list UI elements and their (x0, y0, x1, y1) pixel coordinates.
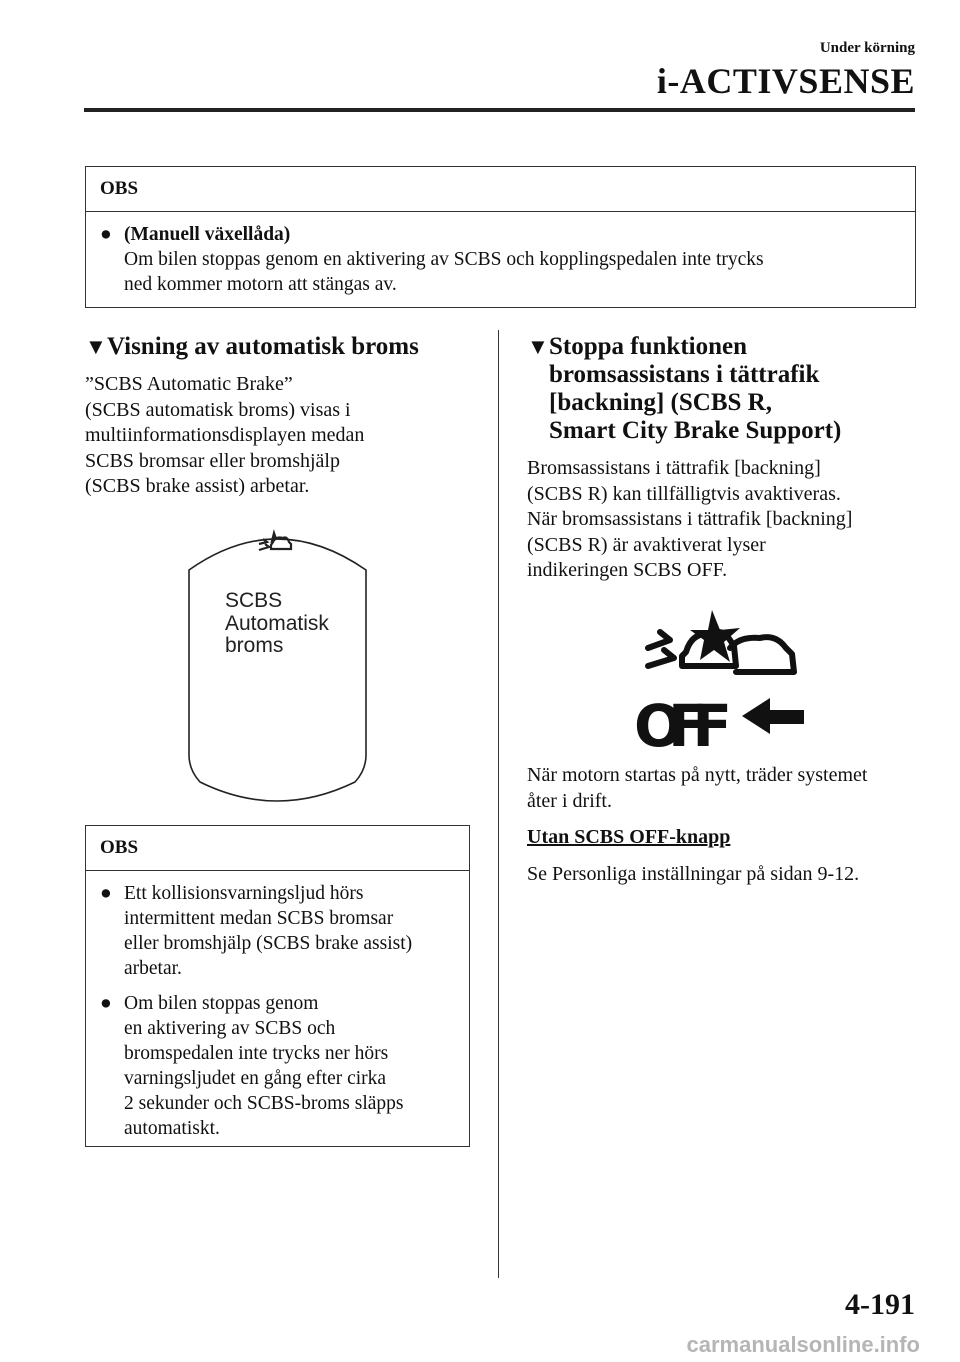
bullet-icon: ● (100, 993, 112, 1014)
text-line: automatiskt. (124, 1118, 220, 1139)
note-item (100, 991, 455, 1141)
text-line: eller bromshjälp (SCBS brake assist) (124, 933, 413, 954)
note-title: OBS (86, 167, 915, 212)
text-line: 2 sekunder och SCBS-broms släpps (124, 1093, 404, 1114)
heading-line: Stoppa funktionen (549, 333, 747, 360)
left-heading-text: Visning av automatisk broms (107, 333, 419, 360)
text-line: arbetar. (124, 958, 182, 979)
text-line: När bromsassistans i tättrafik [backning] (527, 508, 853, 530)
heading-line: [backning] (SCBS R, (549, 389, 772, 416)
text-line: multiinformationsdisplayen medan (85, 424, 365, 446)
text-line: en aktivering av SCBS och (124, 1018, 336, 1039)
scbs-off-indicator-icon (630, 608, 810, 750)
left-heading (85, 333, 485, 361)
column-divider (498, 330, 499, 1278)
note-item (100, 881, 455, 981)
text-line: Ett kollisionsvarningsljud hörs (124, 883, 364, 904)
note-item-title: (Manuell växellåda) (124, 224, 291, 245)
display-line-3: broms (225, 634, 284, 657)
left-paragraph (85, 372, 485, 500)
bullet-icon: ● (100, 224, 112, 245)
off-text: OFF (634, 692, 732, 750)
heading-line: Smart City Brake Support) (549, 417, 842, 444)
right-paragraph-2 (527, 763, 922, 814)
header-rule (84, 108, 915, 112)
text-line: SCBS bromsar eller bromshjälp (85, 449, 340, 472)
text-line: Om bilen stoppas genom (124, 993, 319, 1014)
note-body (86, 212, 915, 309)
text-line: Bromsassistans i tättrafik [backning] (527, 457, 821, 479)
note-item-text: ned kommer motorn att stängas av. (124, 274, 397, 295)
note-item-text: Om bilen stoppas genom en aktivering av SCBS och kopplingspedalen inte trycks (124, 249, 764, 270)
note-title: OBS (86, 826, 469, 871)
triangle-down-icon: ▼ (85, 334, 107, 359)
left-note-box (85, 825, 470, 1147)
text-line: (SCBS brake assist) arbetar. (85, 475, 310, 497)
text-line: (SCBS R) kan tillfälligtvis avaktiveras. (527, 482, 841, 505)
right-subheading: Utan SCBS OFF-knapp (527, 826, 731, 848)
text-line: (SCBS R) är avaktiverat lyser (527, 533, 766, 556)
multi-info-display (185, 520, 370, 805)
right-paragraph (527, 456, 917, 584)
text-line: åter i drift. (527, 789, 612, 812)
right-heading (527, 333, 917, 445)
note-body (86, 871, 469, 1153)
text-line: bromspedalen inte trycks ner hörs (124, 1043, 389, 1064)
top-note-box (85, 166, 916, 308)
text-line: indikeringen SCBS OFF. (527, 559, 728, 581)
text-line: varningsljudet en gång efter cirka (124, 1068, 387, 1089)
text-line: ”SCBS Automatic Brake” (85, 373, 293, 395)
triangle-down-icon: ▼ (527, 334, 549, 359)
heading-line: bromsassistans i tättrafik (549, 361, 820, 388)
text-line: (SCBS automatisk broms) visas i (85, 398, 351, 421)
watermark: carmanualsonline.info (686, 1332, 920, 1357)
page-number: 4-191 (845, 1288, 915, 1321)
bullet-icon: ● (100, 883, 112, 904)
text-line: När motorn startas på nytt, träder systemet (527, 764, 868, 786)
display-line-1: SCBS (225, 589, 283, 612)
display-line-2: Automatisk (225, 612, 329, 635)
note-item (100, 222, 901, 297)
chapter-title: i-ACTIVSENSE (656, 61, 915, 101)
right-paragraph-3: Se Personliga inställningar på sidan 9-12. (527, 863, 860, 885)
section-label: Under körning (819, 40, 915, 56)
text-line: intermittent medan SCBS bromsar (124, 908, 394, 929)
